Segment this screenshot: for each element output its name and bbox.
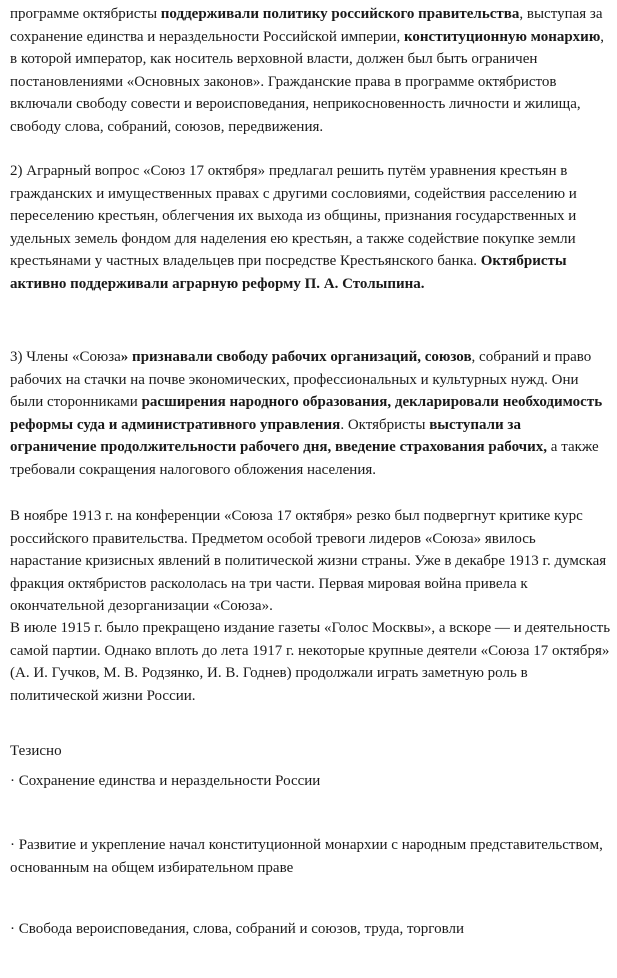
thesis-item: · Свобода вероисповедания, слова, собраний и союзов, труда, торговли bbox=[10, 921, 464, 937]
text-span: . Октябристы bbox=[340, 416, 430, 433]
text-span: программе октябристы bbox=[10, 6, 161, 22]
bold-text: » признавали свободу рабочих организаций, союзов bbox=[120, 349, 472, 365]
paragraph-1915-closure: В июле 1915 г. было прекращено издание газеты «Голос Москвы», а вскоре — и деятельность самой партии. Однако вплоть до лета 1917 г. некоторые крупные деятели «Союза 17 октября» (А. И. Гучков, М. В. Родзянко, И. В. Годнев) продолжали играть заметную роль в политической жизни России. bbox=[10, 620, 611, 704]
text-span: , собраний и право рабочих на стачки на почве экономических, профессиональных и культурных нужд. Они были сторонниками bbox=[10, 349, 592, 411]
thesis-heading: Тезисно bbox=[10, 743, 62, 759]
paragraph-civil-rights bbox=[10, 3, 611, 139]
bold-text: конституционную монархию bbox=[403, 28, 601, 45]
paragraph-1913-conference: В ноябре 1913 г. на конференции «Союза 17 октября» резко был подвергнут критике курс российского правительства. Предметом особой тревоги лидеров «Союза» явилось нарастание кризисных явлений в политической жизни страны. Уже в декабре 1913 г. думская фракция октябристов раскололась на три части. Первая мировая война привела к окончательной дезорганизации «Союза». bbox=[10, 508, 607, 615]
thesis-item: · Развитие и укрепление начал конституционной монархии с народным представительством, основанным на общем избирательном праве bbox=[10, 837, 603, 876]
text-span: , выступая за сохранение единства и нераздельности Российской империи, bbox=[10, 6, 603, 45]
thesis-item: · Сохранение единства и нераздельности России bbox=[10, 773, 321, 789]
bold-text: поддерживали политику российского правительства bbox=[160, 6, 520, 22]
paragraph-workers-rights bbox=[10, 346, 611, 482]
text-span: 2) Аграрный вопрос «Союз 17 октября» предлагал решить путём уравнения крестьян в гражданских и имущественных правах с другими сословиями, содействия расселению и переселению крестьян, облегчения их выхода из общины, признания государственных и удельных земель фондом для наделения ею крестьян, а также содействие покупке земли крестьянами у частных владельцев при посредстве Крестьянского банка. bbox=[10, 163, 577, 270]
text-span: 3) Члены «Союза bbox=[10, 349, 121, 365]
bold-text: расширения народного образования, декларировали необходимость реформы суда и административного управления bbox=[10, 394, 603, 433]
text-span: , в которой император, как носитель верховной власти, должен был быть ограничен постановлениями «Основных законов». Гражданские права в программе октябристов включали свободу совести и вероисповедания, неприкосновенность личности и жилища, свободу слова, собраний, союзов, передвижения. bbox=[10, 28, 605, 135]
bold-text: Октябристы активно поддерживали аграрную реформу П. А. Столыпина. bbox=[10, 253, 567, 292]
bold-text: выступали за ограничение продолжительности рабочего дня, введение страхования рабочих, bbox=[10, 416, 548, 456]
paragraph-agrarian-question bbox=[10, 160, 611, 296]
text-span: а также требовали сокращения налогового обложения населения. bbox=[10, 439, 599, 478]
